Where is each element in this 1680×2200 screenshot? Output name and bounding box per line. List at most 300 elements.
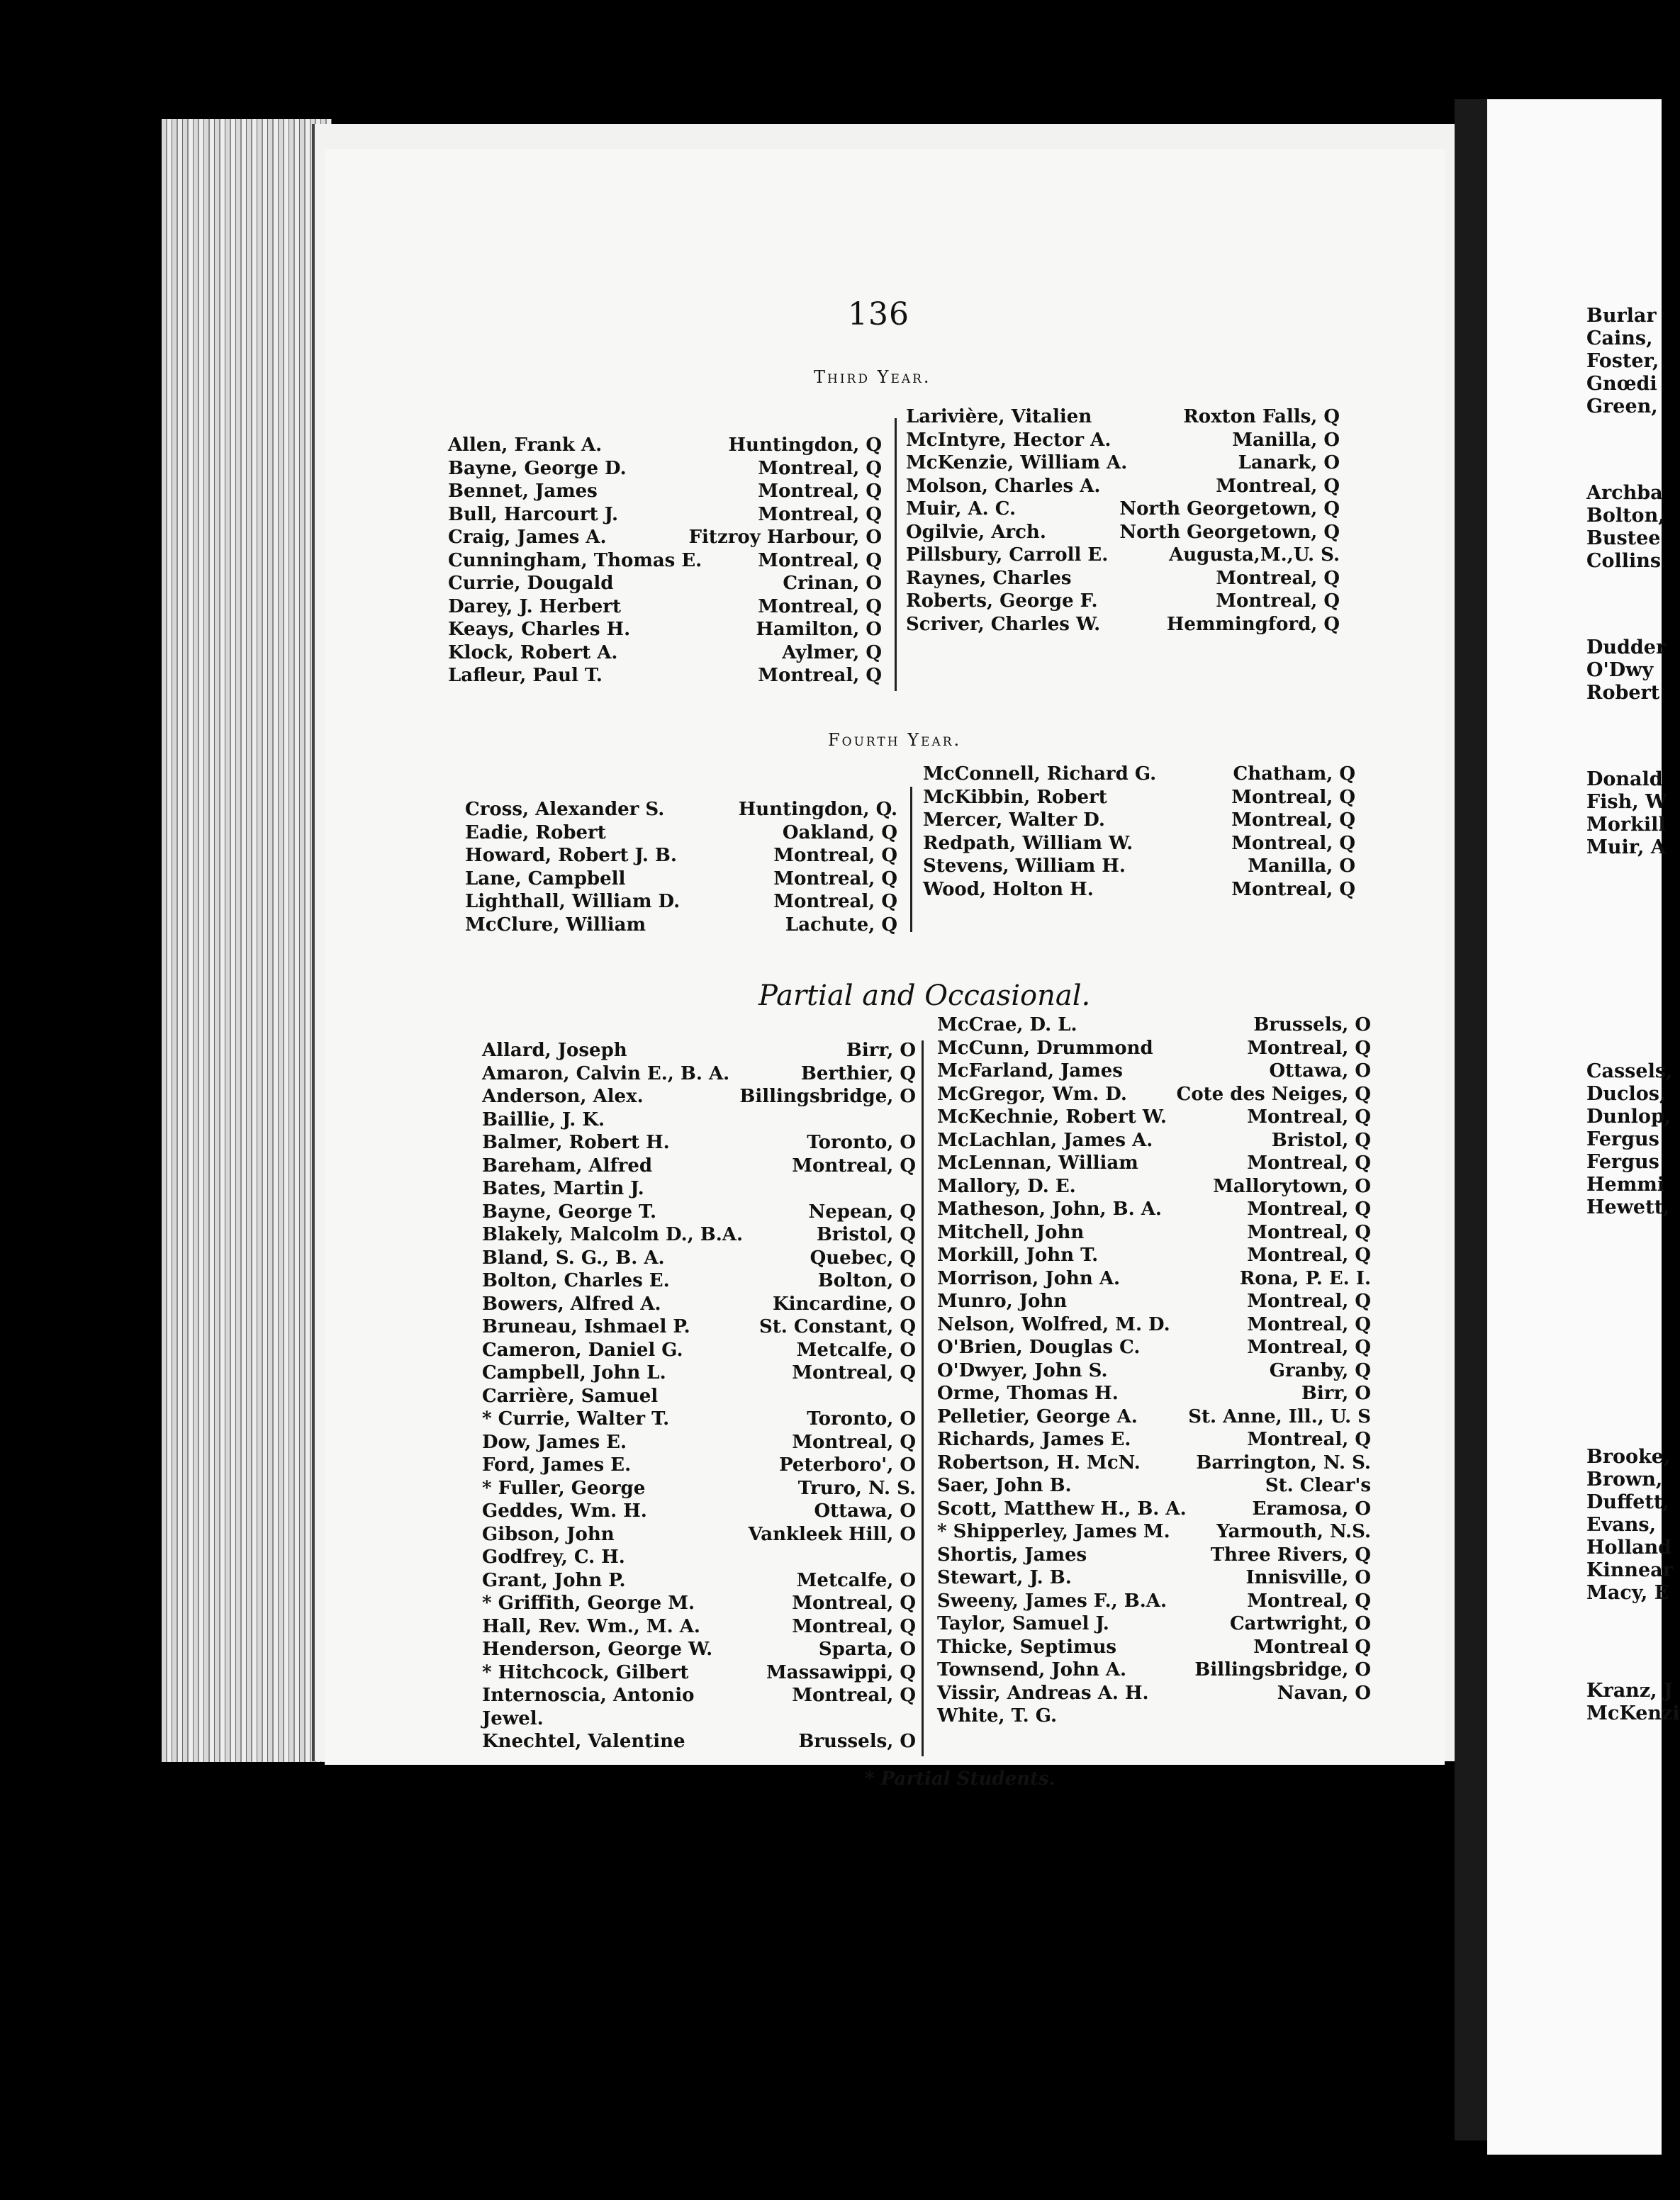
student-residence: Quebec, Q <box>810 1247 916 1269</box>
third-year-heading: Third Year. <box>814 367 931 387</box>
student-name: McKechnie, Robert W. <box>937 1106 1167 1128</box>
student-residence: Montreal, Q <box>1247 1152 1371 1174</box>
student-residence: Hamilton, O <box>756 619 882 640</box>
student-name: Morrison, John A. <box>937 1267 1121 1289</box>
student-residence: Montreal, Q <box>758 549 882 571</box>
student-residence: Montreal, Q <box>792 1615 916 1637</box>
student-entry <box>937 1060 1371 1083</box>
student-name: Morkill, John T. <box>937 1245 1099 1266</box>
student-entry <box>482 1131 916 1155</box>
student-entry <box>937 1590 1371 1613</box>
student-residence: Montreal, Q <box>1247 1106 1371 1128</box>
student-entry <box>906 590 1340 613</box>
student-name: Henderson, George W. <box>482 1639 713 1660</box>
student-name: Bates, Martin J. <box>482 1178 644 1199</box>
student-name: Thicke, Septimus <box>937 1636 1117 1658</box>
student-residence: Huntingdon, Q <box>728 434 882 456</box>
footnote-partial-students: * Partial Students. <box>865 1768 1055 1790</box>
facing-page-fragment: Macy, E <box>1586 1582 1669 1604</box>
student-entry <box>937 1267 1371 1291</box>
student-entry <box>482 1062 916 1086</box>
student-entry <box>482 1730 916 1753</box>
student-name: Nelson, Wolfred, M. D. <box>937 1313 1170 1335</box>
student-entry <box>923 809 1355 832</box>
student-residence: Peterboro', O <box>779 1454 916 1476</box>
student-residence: Montreal, Q <box>1247 1313 1371 1335</box>
student-entry <box>465 868 897 891</box>
facing-page-fragment: Morkill <box>1586 814 1666 836</box>
student-residence: Montreal, Q <box>1231 832 1355 854</box>
facing-page-fragment: Foster, <box>1586 350 1659 372</box>
student-entry <box>482 1615 916 1639</box>
student-name: * Shipperley, James M. <box>937 1521 1170 1542</box>
student-name: Matheson, John, B. A. <box>937 1199 1162 1220</box>
student-entry <box>937 1175 1371 1199</box>
student-entry <box>482 1684 916 1707</box>
student-residence: Montreal, Q <box>792 1362 916 1384</box>
student-entry <box>482 1247 916 1270</box>
student-name: Scott, Matthew H., B. A. <box>937 1498 1187 1520</box>
column-divider <box>910 787 912 932</box>
facing-page-fragment: Bolton, <box>1586 505 1665 527</box>
student-name: Mercer, Walter D. <box>923 809 1105 831</box>
student-name: Stewart, J. B. <box>937 1567 1072 1588</box>
student-entry <box>482 1500 916 1523</box>
student-residence: Yarmouth, N.S. <box>1216 1521 1371 1542</box>
student-residence: Crinan, O <box>783 573 882 594</box>
student-residence: Montreal, Q <box>792 1593 916 1614</box>
column-divider <box>922 1040 924 1756</box>
student-entry <box>937 1636 1371 1659</box>
fourth-year-left-column <box>465 798 897 936</box>
student-residence: Toronto, O <box>807 1132 916 1153</box>
student-residence: Bolton, O <box>817 1270 916 1291</box>
student-name: Molson, Charles A. <box>906 475 1101 497</box>
student-name: * Currie, Walter T. <box>482 1408 670 1430</box>
student-name: Lighthall, William D. <box>465 891 681 912</box>
student-entry <box>465 821 897 845</box>
student-entry <box>937 1313 1371 1337</box>
student-residence: Sparta, O <box>818 1639 916 1660</box>
facing-page-fragment: Fish, W <box>1586 791 1667 813</box>
student-entry <box>482 1592 916 1615</box>
student-residence: Kincardine, O <box>772 1293 916 1315</box>
student-residence: Lachute, Q <box>785 914 897 936</box>
student-entry <box>482 1269 916 1293</box>
student-residence: Montreal, Q <box>1247 1199 1371 1220</box>
student-residence: Montreal, Q <box>1247 1429 1371 1450</box>
student-residence: Brussels, O <box>798 1731 916 1752</box>
student-name: Klock, Robert A. <box>448 641 618 663</box>
facing-page-fragment: Green, <box>1586 395 1658 417</box>
facing-page-fragment: Kinnear <box>1586 1559 1673 1581</box>
student-name: Townsend, John A. <box>937 1659 1127 1680</box>
student-entry <box>937 1544 1371 1567</box>
student-residence: Berthier, Q <box>800 1062 916 1084</box>
student-residence: Fitzroy Harbour, O <box>688 527 882 548</box>
student-name: McClure, William <box>465 914 646 936</box>
student-residence: Montreal, Q <box>773 891 897 912</box>
student-entry <box>482 1362 916 1385</box>
student-entry <box>906 429 1340 452</box>
student-entry <box>482 1546 916 1569</box>
student-entry <box>937 1152 1371 1175</box>
student-residence: Birr, O <box>1301 1383 1371 1404</box>
student-residence: Montreal, Q <box>758 503 882 525</box>
student-entry <box>937 1014 1371 1037</box>
student-entry <box>448 572 882 595</box>
student-residence: Metcalfe, O <box>796 1569 916 1591</box>
student-entry <box>937 1705 1371 1728</box>
student-name: * Hitchcock, Gilbert <box>482 1661 689 1683</box>
student-name: Internoscia, Antonio <box>482 1685 695 1706</box>
student-name: Dow, James E. <box>482 1431 627 1453</box>
student-residence: Hemmingford, Q <box>1166 613 1340 635</box>
student-name: Mallory, D. E. <box>937 1175 1076 1197</box>
book-page-edges <box>162 119 332 1762</box>
student-name: Balmer, Robert H. <box>482 1132 670 1153</box>
student-entry <box>906 613 1340 636</box>
student-entry <box>906 544 1340 567</box>
student-name: Anderson, Alex. <box>482 1086 644 1107</box>
student-entry <box>448 457 882 481</box>
student-residence: Eramosa, O <box>1252 1498 1371 1520</box>
student-name: Cunningham, Thomas E. <box>448 549 702 571</box>
student-entry <box>482 1661 916 1685</box>
student-residence: Aylmer, Q <box>782 641 882 663</box>
student-name: * Griffith, George M. <box>482 1593 695 1614</box>
student-residence: Innisville, O <box>1245 1567 1371 1588</box>
student-entry <box>482 1293 916 1316</box>
student-entry <box>937 1336 1371 1359</box>
student-entry <box>448 503 882 527</box>
student-residence: Ottawa, O <box>814 1500 916 1522</box>
student-name: Sweeny, James F., B.A. <box>937 1590 1167 1612</box>
facing-page-fragment: Dunlop, <box>1586 1106 1671 1128</box>
student-residence: Bristol, Q <box>816 1224 916 1245</box>
student-entry <box>482 1638 916 1661</box>
student-residence: Montreal, Q <box>1247 1590 1371 1612</box>
facing-page-fragment: Robert <box>1586 682 1660 704</box>
student-name: Keays, Charles H. <box>448 619 631 640</box>
student-residence: Montreal, Q <box>773 868 897 889</box>
facing-page-fragment: Dudder <box>1586 636 1667 658</box>
student-name: O'Brien, Douglas C. <box>937 1337 1141 1358</box>
student-entry <box>937 1083 1371 1106</box>
student-entry <box>482 1315 916 1339</box>
student-residence: Montreal, Q <box>1247 1037 1371 1059</box>
student-name: Scriver, Charles W. <box>906 613 1101 635</box>
student-residence: Cartwright, O <box>1229 1613 1371 1634</box>
student-entry <box>482 1523 916 1547</box>
student-name: Bayne, George D. <box>448 457 627 479</box>
student-residence: Ottawa, O <box>1269 1060 1371 1082</box>
third-year-left-column <box>448 434 882 688</box>
facing-page-fragment: McKenzi <box>1586 1702 1680 1724</box>
student-entry <box>937 1244 1371 1267</box>
student-entry <box>448 595 882 619</box>
partial-occasional-heading: Partial and Occasional. <box>758 980 1091 1012</box>
student-entry <box>906 405 1340 429</box>
student-entry <box>448 664 882 688</box>
facing-page <box>1487 99 1680 2155</box>
partial-left-column <box>482 1039 916 1753</box>
student-name: Roberts, George F. <box>906 590 1098 612</box>
student-name: Taylor, Samuel J. <box>937 1613 1109 1634</box>
student-name: Currie, Dougald <box>448 573 614 594</box>
student-residence: Huntingdon, Q. <box>738 799 897 820</box>
student-name: Bayne, George T. <box>482 1201 657 1223</box>
student-name: Gibson, John <box>482 1523 615 1545</box>
student-residence: Montreal, Q <box>1216 567 1340 589</box>
student-residence: Barrington, N. S. <box>1196 1452 1371 1474</box>
facing-page-fragment: Hemmi <box>1586 1174 1665 1196</box>
student-residence: Montreal, Q <box>1247 1337 1371 1358</box>
student-entry <box>482 1339 916 1362</box>
student-entry <box>482 1431 916 1454</box>
student-name: Pillsbury, Carroll E. <box>906 544 1109 566</box>
student-name: Allard, Joseph <box>482 1040 627 1061</box>
student-entry <box>923 855 1355 878</box>
facing-page-fragment: O'Dwy <box>1586 659 1654 681</box>
facing-page-fragment: Holland <box>1586 1537 1672 1559</box>
partial-right-column <box>937 1014 1371 1728</box>
student-name: Lafleur, Paul T. <box>448 665 603 686</box>
student-name: Redpath, William W. <box>923 832 1133 854</box>
student-name: Grant, John P. <box>482 1569 626 1591</box>
student-entry <box>937 1405 1371 1429</box>
student-name: Jewel. <box>482 1707 544 1729</box>
student-name: Knechtel, Valentine <box>482 1731 685 1752</box>
third-year-right-column <box>906 405 1340 636</box>
facing-page-fragment: Cassels, <box>1586 1060 1673 1082</box>
student-name: Shortis, James <box>937 1544 1087 1566</box>
student-entry <box>906 451 1340 475</box>
facing-page-fragment: Duffett, <box>1586 1491 1669 1513</box>
student-entry <box>482 1707 916 1731</box>
student-residence: Billingsbridge, O <box>1194 1659 1371 1680</box>
student-residence: Metcalfe, O <box>796 1339 916 1361</box>
student-name: * Fuller, George <box>482 1477 646 1499</box>
student-residence: Billingsbridge, O <box>739 1086 916 1107</box>
student-residence: Montreal, Q <box>758 595 882 617</box>
student-entry <box>482 1408 916 1431</box>
student-name: Bull, Harcourt J. <box>448 503 619 525</box>
student-entry <box>937 1198 1371 1221</box>
facing-page-fragment: Hewett, <box>1586 1196 1670 1218</box>
student-residence: Roxton Falls, Q <box>1183 406 1340 427</box>
column-divider <box>895 418 897 691</box>
student-residence: Three Rivers, Q <box>1210 1544 1371 1566</box>
student-name: Blakely, Malcolm D., B.A. <box>482 1224 743 1245</box>
student-entry <box>482 1569 916 1593</box>
student-entry <box>937 1612 1371 1636</box>
student-entry <box>465 844 897 868</box>
student-name: Carrière, Samuel <box>482 1385 659 1407</box>
student-residence: Nepean, Q <box>808 1201 916 1223</box>
student-name: Saer, John B. <box>937 1475 1072 1496</box>
facing-page-fragment: Burlar <box>1586 305 1657 327</box>
student-entry <box>482 1085 916 1109</box>
student-name: Cross, Alexander S. <box>465 799 665 820</box>
student-entry <box>465 798 897 821</box>
facing-page-fragment: Donald <box>1586 768 1663 790</box>
student-residence: St. Anne, Ill., U. S <box>1188 1405 1371 1427</box>
facing-page-fragment: Gnœdi <box>1586 373 1657 395</box>
student-name: Darey, J. Herbert <box>448 595 621 617</box>
student-residence: Mallorytown, O <box>1213 1175 1371 1197</box>
student-residence: Montreal, Q <box>1247 1221 1371 1243</box>
student-entry <box>937 1129 1371 1152</box>
student-residence: Toronto, O <box>807 1408 916 1430</box>
student-entry <box>482 1454 916 1477</box>
student-residence: Montreal, Q <box>1247 1245 1371 1266</box>
student-residence: Bristol, Q <box>1271 1129 1371 1151</box>
student-name: Lane, Campbell <box>465 868 626 889</box>
student-name: McIntyre, Hector A. <box>906 429 1111 451</box>
student-entry <box>937 1106 1371 1129</box>
student-name: Bland, S. G., B. A. <box>482 1247 665 1269</box>
student-entry <box>937 1520 1371 1544</box>
student-name: McLachlan, James A. <box>937 1129 1153 1151</box>
facing-page-fragment: Evans, <box>1586 1514 1656 1536</box>
book-gutter <box>1455 99 1487 2140</box>
student-residence: Rona, P. E. I. <box>1239 1267 1371 1289</box>
student-name: Cameron, Daniel G. <box>482 1339 683 1361</box>
student-name: McKibbin, Robert <box>923 786 1107 808</box>
student-residence: St. Clear's <box>1265 1475 1371 1496</box>
facing-page-fragment: Cains, <box>1586 327 1653 349</box>
student-name: Ford, James E. <box>482 1454 632 1476</box>
student-entry <box>937 1221 1371 1245</box>
student-entry <box>448 434 882 457</box>
student-name: Godfrey, C. H. <box>482 1547 625 1568</box>
student-name: Howard, Robert J. B. <box>465 845 677 866</box>
student-entry <box>937 1359 1371 1383</box>
student-entry <box>482 1223 916 1247</box>
student-entry <box>923 763 1355 786</box>
student-entry <box>937 1659 1371 1682</box>
student-entry <box>937 1382 1371 1405</box>
student-residence: Montreal, Q <box>1247 1291 1371 1312</box>
student-entry <box>482 1039 916 1062</box>
student-residence: Montreal, Q <box>758 457 882 479</box>
student-residence: Montreal, Q <box>792 1431 916 1453</box>
student-residence: Vankleek Hill, O <box>748 1523 916 1545</box>
facing-page-fragment: Brown, <box>1586 1469 1663 1491</box>
facing-page-fragment: Collins <box>1586 550 1662 572</box>
student-entry <box>482 1201 916 1224</box>
student-entry <box>937 1290 1371 1313</box>
student-name: McKenzie, William A. <box>906 452 1128 473</box>
student-name: Munro, John <box>937 1291 1068 1312</box>
student-name: White, T. G. <box>937 1705 1058 1727</box>
student-residence: Oakland, Q <box>782 821 897 843</box>
student-entry <box>937 1566 1371 1590</box>
facing-page-fragment: Fergus <box>1586 1128 1659 1150</box>
student-name: Campbell, John L. <box>482 1362 666 1384</box>
facing-page-fragment: Duclos, <box>1586 1083 1667 1105</box>
student-residence: Montreal, Q <box>1216 475 1340 497</box>
student-residence: Montreal, Q <box>1231 878 1355 900</box>
student-entry <box>448 480 882 503</box>
student-residence: Montreal, Q <box>773 845 897 866</box>
facing-page-fragment: Fergus <box>1586 1151 1659 1173</box>
student-name: McCunn, Drummond <box>937 1037 1153 1059</box>
student-name: Vissir, Andreas A. H. <box>937 1682 1149 1704</box>
student-name: Larivière, Vitalien <box>906 406 1092 427</box>
student-entry <box>448 618 882 641</box>
student-residence: Brussels, O <box>1253 1014 1371 1036</box>
facing-page-fragment: Bustee <box>1586 527 1661 549</box>
student-entry <box>448 549 882 573</box>
student-name: Mitchell, John <box>937 1221 1085 1243</box>
student-entry <box>937 1498 1371 1521</box>
student-entry <box>937 1452 1371 1475</box>
fourth-year-heading: Fourth Year. <box>828 730 962 750</box>
student-name: Bruneau, Ishmael P. <box>482 1316 690 1337</box>
page-number: 136 <box>848 296 909 332</box>
student-name: Wood, Holton H. <box>923 878 1094 900</box>
student-name: Richards, James E. <box>937 1429 1131 1450</box>
student-name: Bennet, James <box>448 481 598 502</box>
student-name: Raynes, Charles <box>906 567 1072 589</box>
student-name: Hall, Rev. Wm., M. A. <box>482 1615 700 1637</box>
student-residence: Massawippi, Q <box>766 1661 916 1683</box>
student-entry <box>906 475 1340 498</box>
student-residence: Chatham, Q <box>1233 763 1355 785</box>
student-residence: Lanark, O <box>1238 452 1340 473</box>
student-entry <box>482 1385 916 1408</box>
student-entry <box>923 878 1355 902</box>
student-name: Baillie, J. K. <box>482 1109 605 1130</box>
student-entry <box>465 914 897 937</box>
student-residence: Montreal, Q <box>758 665 882 686</box>
student-residence: Truro, N. S. <box>797 1477 916 1499</box>
student-entry <box>482 1109 916 1132</box>
student-residence: North Georgetown, Q <box>1119 498 1340 520</box>
student-name: McFarland, James <box>937 1060 1123 1082</box>
student-residence: Birr, O <box>846 1040 916 1061</box>
facing-page-fragment: Kranz, J <box>1586 1680 1673 1702</box>
student-entry <box>906 567 1340 590</box>
student-residence: Manilla, O <box>1232 429 1340 451</box>
student-name: McLennan, William <box>937 1152 1138 1174</box>
student-residence: Montreal, Q <box>1231 809 1355 831</box>
student-name: O'Dwyer, John S. <box>937 1359 1108 1381</box>
student-name: Bowers, Alfred A. <box>482 1293 661 1315</box>
student-entry <box>482 1155 916 1178</box>
student-name: Amaron, Calvin E., B. A. <box>482 1062 730 1084</box>
student-entry <box>937 1428 1371 1452</box>
student-residence: Montreal, Q <box>792 1155 916 1177</box>
student-name: Geddes, Wm. H. <box>482 1500 647 1522</box>
student-entry <box>906 498 1340 521</box>
student-residence: North Georgetown, Q <box>1119 521 1340 543</box>
student-name: Orme, Thomas H. <box>937 1383 1119 1404</box>
student-name: Ogilvie, Arch. <box>906 521 1046 543</box>
student-residence: Navan, O <box>1277 1682 1371 1704</box>
student-residence: Augusta,M.,U. S. <box>1169 544 1340 566</box>
student-entry <box>937 1682 1371 1705</box>
facing-page-fragment: Brooke, <box>1586 1446 1671 1468</box>
student-residence: Montreal, Q <box>792 1685 916 1706</box>
student-residence: Montreal, Q <box>758 481 882 502</box>
student-entry <box>482 1177 916 1201</box>
student-name: Robertson, H. McN. <box>937 1452 1141 1474</box>
facing-page-fragment: Muir, A <box>1586 836 1666 858</box>
student-entry <box>465 890 897 914</box>
